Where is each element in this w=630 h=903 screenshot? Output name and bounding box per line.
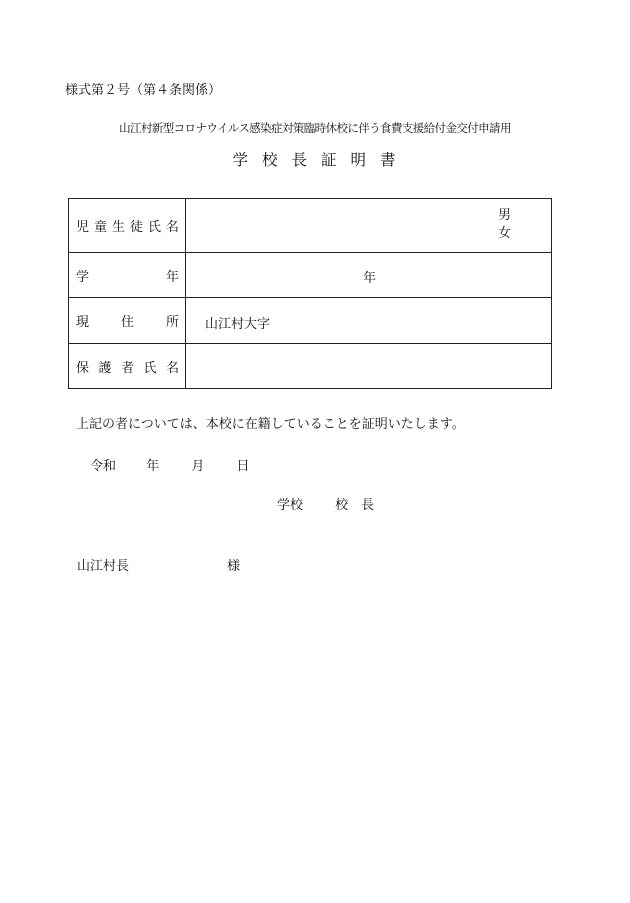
page-title: 学校長証明書 [232, 151, 410, 169]
label-char: 保 [76, 360, 90, 376]
label-char: 年 [165, 269, 179, 285]
label-char: 名 [165, 220, 179, 235]
label-char: 護 [98, 360, 112, 376]
mayor-title: 山江村長 [77, 559, 130, 574]
address-field[interactable] [186, 298, 552, 344]
label-text [76, 311, 179, 330]
label-char: 童 [93, 220, 107, 235]
student-name-field[interactable] [186, 199, 552, 253]
date-year: 年 [146, 459, 160, 474]
form-number: 様式第２号（第４条関係） [65, 83, 222, 98]
label-char: 氏 [143, 360, 157, 376]
table-row [69, 298, 552, 344]
principal-title: 校 長 [335, 498, 375, 513]
addressee-line [77, 555, 240, 574]
label-char: 名 [165, 360, 179, 376]
student-name-label [69, 199, 186, 253]
label-char: 所 [165, 315, 179, 330]
label-text [76, 216, 179, 235]
form-subtitle: 山江村新型コロナウイルス感染症対策臨時休校に伴う食費支援給付金交付申請用 [119, 121, 511, 135]
label-char: 者 [120, 360, 134, 376]
label-char: 徒 [129, 220, 143, 235]
table-row [69, 344, 552, 389]
honorific: 様 [227, 559, 241, 574]
guardian-name-field[interactable] [186, 344, 552, 389]
guardian-name-label [69, 344, 186, 389]
sex-female[interactable]: 女 [497, 226, 511, 241]
date-day: 日 [236, 459, 250, 474]
sex-male[interactable]: 男 [497, 208, 511, 223]
label-char: 児 [76, 220, 90, 235]
label-char: 氏 [147, 220, 161, 235]
label-char: 生 [111, 220, 125, 235]
grade-label [69, 253, 186, 298]
address-prefix: 山江村大字 [205, 317, 271, 332]
grade-unit: 年 [363, 271, 377, 286]
label-char: 住 [120, 315, 134, 330]
label-text [76, 357, 179, 376]
address-label [69, 298, 186, 344]
grade-field[interactable] [186, 253, 552, 298]
label-char: 学 [76, 269, 90, 285]
label-text [76, 266, 179, 285]
table-row [69, 253, 552, 298]
table-row [69, 199, 552, 253]
date-era: 令和 [90, 459, 117, 474]
certificate-table [68, 198, 552, 389]
school-name: 学校 [277, 498, 304, 513]
signature-line [277, 494, 374, 513]
date-month: 月 [191, 459, 205, 474]
certification-statement: 上記の者については、本校に在籍していることを証明いたします。 [76, 417, 465, 432]
label-char: 現 [76, 315, 90, 330]
sex-options [498, 207, 511, 243]
date-line [90, 455, 249, 474]
